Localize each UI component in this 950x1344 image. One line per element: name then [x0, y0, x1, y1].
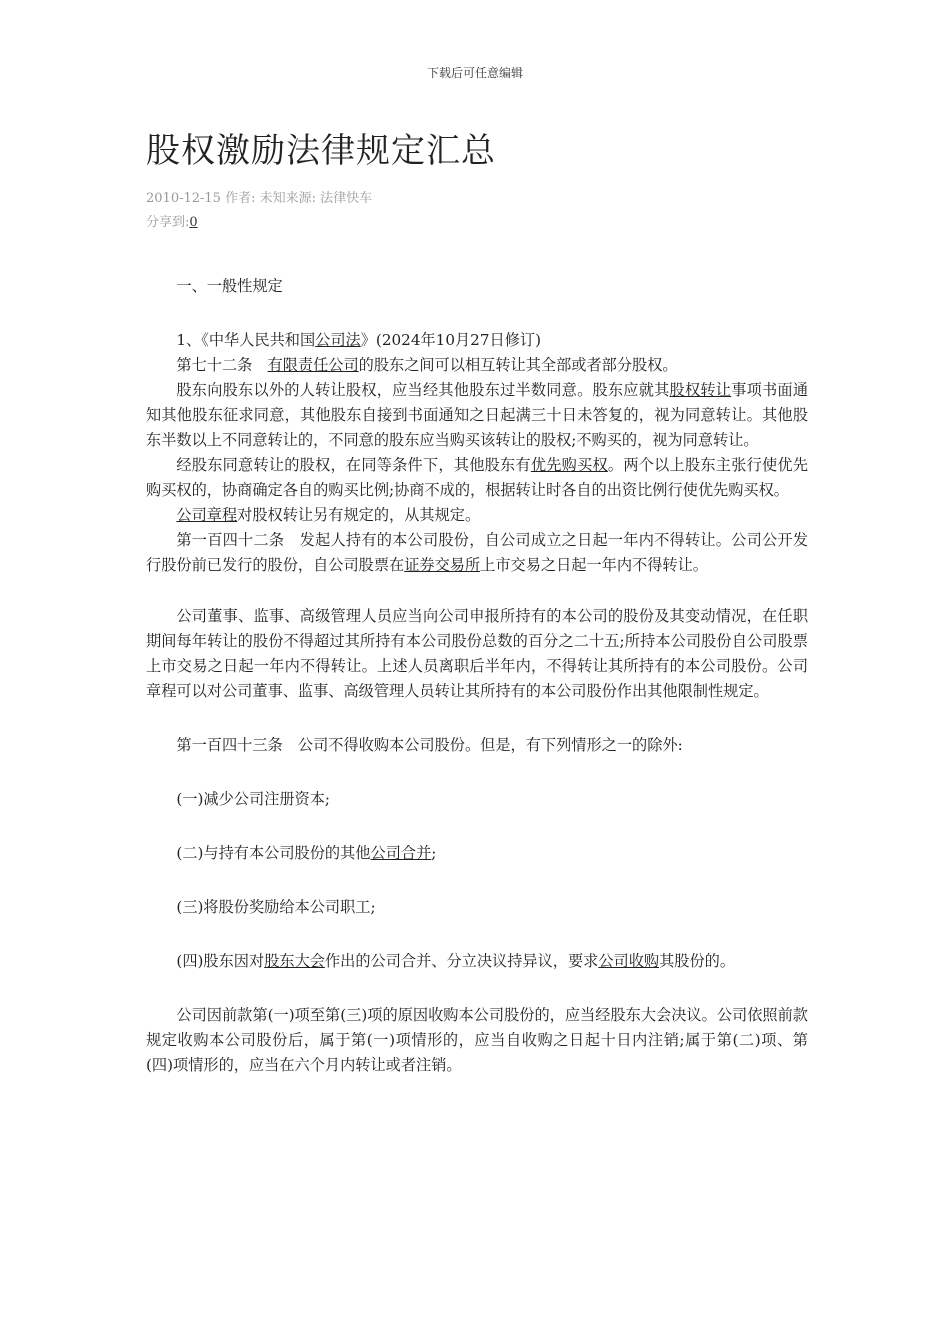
shareholders-meeting-link[interactable]: 股东大会 [264, 952, 325, 970]
equity-transfer-link[interactable]: 股权转让 [669, 381, 732, 399]
paragraph-articles [146, 503, 808, 528]
text: 经股东同意转让的股权，在同等条件下，其他股东有 [176, 456, 531, 474]
article-meta [146, 190, 808, 208]
paragraph-directors: 公司董事、监事、高级管理人员应当向公司申报所持有的本公司的股份及其变动情况，在任职期间每年转让的股份不得超过其所持有本公司股份总数的百分之二十五;所持本公司股份自公司股票上市交易之日起一年内不得转让。上述人员离职后半年内，不得转让其所持有的本公司股份。公司章程可以对公司董事、监事、高级管理人员转让其所持有的本公司股份作出其他限制性规定。 [146, 607, 808, 700]
article-title: 股权激励法律规定汇总 [146, 131, 496, 171]
list-item-4 [146, 949, 808, 974]
list-item-2 [146, 841, 808, 866]
text: 。两个以上股东主张行使优先购买权的，协商确定各自的购买比例;协商不成的，根据转让时各自的出资比例行使优先购买权。 [146, 456, 809, 499]
text: 其股份的。 [659, 952, 735, 970]
preemptive-right-link[interactable]: 优先购买权 [530, 456, 608, 474]
company-merger-link[interactable]: 公司合并 [370, 844, 432, 862]
text: (二)与持有本公司股份的其他 [176, 844, 371, 862]
page-header-note: 下载后可任意编辑 [426, 66, 523, 80]
text: 》(2024年10月27日修订) [360, 331, 541, 349]
paragraph-preemption [146, 453, 808, 503]
stock-exchange-link[interactable]: 证券交易所 [404, 556, 481, 574]
source: 法律快车 [320, 191, 373, 206]
author: 未知 [259, 191, 286, 206]
text: 第一百四十二条 发起人持有的本公司股份，自公司成立之日起一年内不得转让。公司公开发行股份前已发行的股份，自公司股票在 [146, 531, 808, 574]
text: (四)股东因对 [176, 952, 265, 970]
company-law-link[interactable]: 公司法 [315, 331, 361, 349]
article-72 [146, 353, 808, 378]
company-acquisition-link[interactable]: 公司收购 [598, 952, 660, 970]
publish-date: 2010-12-15 [146, 191, 221, 206]
paragraph-cancellation: 公司因前款第(一)项至第(三)项的原因收购本公司股份的，应当经股东大会决议。公司依照前款规定收购本公司股份后，属于第(一)项情形的，应当自收购之日起十日内注销;属于第(二)项、第(四)项情形的，应当在六个月内转让或者注销。 [146, 1006, 808, 1074]
text: 对股权转让另有规定的，从其规定。 [237, 506, 481, 524]
source-label: 来源: [285, 191, 317, 206]
list-item-3: (三)将股份奖励给本公司职工; [176, 898, 376, 916]
law-title [146, 328, 808, 353]
text: 第七十二条 [176, 356, 268, 374]
text: 的股东之间可以相互转让其全部或者部分股权。 [358, 356, 678, 374]
article [146, 128, 808, 1078]
llc-link[interactable]: 有限责任公司 [267, 356, 359, 374]
share-row [146, 214, 808, 232]
article-142 [146, 528, 808, 578]
text: 上市交易之日起一年内不得转让。 [480, 556, 708, 574]
article-143: 第一百四十三条 公司不得收购本公司股份。但是，有下列情形之一的除外: [176, 736, 683, 754]
share-count-link[interactable]: 0 [189, 215, 198, 230]
text: 作出的公司合并、分立决议持异议，要求 [324, 952, 599, 970]
share-label: 分享到: [146, 215, 190, 230]
text: 事项书面通知其他股东征求同意，其他股东自接到书面通知之日起满三十日未答复的，视为同意转让。其他股东半数以上不同意转让的，不同意的股东应当购买该转让的股权;不购买的，视为同意转让。 [146, 381, 809, 449]
paragraph-transfer [146, 378, 808, 453]
list-item-1: (一)减少公司注册资本; [176, 790, 331, 808]
section-heading: 一、一般性规定 [176, 277, 283, 295]
text: 股东向股东以外的人转让股权，应当经其他股东过半数同意。股东应就其 [176, 381, 670, 399]
text: 1、《中华人民共和国 [176, 331, 316, 349]
articles-of-association-link[interactable]: 公司章程 [176, 506, 238, 524]
text: ; [431, 844, 437, 862]
author-label: 作者: [225, 191, 256, 206]
